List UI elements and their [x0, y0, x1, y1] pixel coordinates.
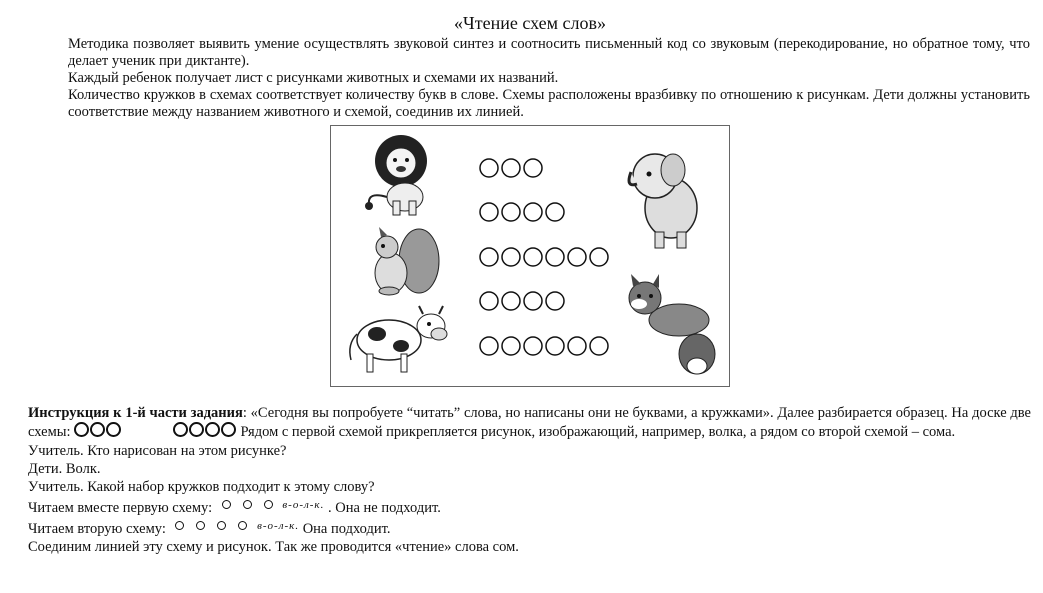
- scheme-circle: [524, 159, 542, 177]
- intro-paragraph-1: Методика позволяет выявить умение осуществлять звуковой синтез и соотносить письменный код со звуковым (перекодирование, но обратное тому, что делает ученик при диктанте).: [68, 36, 1030, 69]
- small-scheme-4: [169, 521, 253, 537]
- scheme-circle: [480, 248, 498, 266]
- cow-icon: [350, 306, 447, 372]
- dialogue-line-3: Учитель. Какой набор кружков подходит к этому слову?: [28, 479, 375, 495]
- scheme-circle: [546, 248, 564, 266]
- scheme-circle: [590, 248, 608, 266]
- line4-end: . Она не подходит.: [327, 500, 441, 516]
- scheme-circle: [502, 159, 520, 177]
- scheme-circle: [524, 248, 542, 266]
- dialogue-line-1: Учитель. Кто нарисован на этом рисунке?: [28, 443, 287, 459]
- line5-end: Она подходит.: [302, 521, 391, 537]
- scheme-circle: [524, 203, 542, 221]
- instruction-text-2: Рядом с первой схемой прикрепляется рисунок, изображающий, например, волка, а рядом со второй схемой – сома.: [240, 424, 956, 440]
- scheme-circle: [590, 337, 608, 355]
- dialogue-line-6: Соединим линией эту схему и рисунок. Так же проводится «чтение» слова сом.: [28, 539, 519, 555]
- board-circle: [90, 422, 105, 437]
- scheme-circle: [546, 203, 564, 221]
- task-figure: [330, 125, 730, 387]
- scheme-circle: [502, 292, 520, 310]
- small-scheme-3: [216, 500, 279, 516]
- scheme-circle: [480, 292, 498, 310]
- line4-start: Читаем вместе первую схему:: [28, 500, 213, 516]
- board-circle: [173, 422, 188, 437]
- figure-drawing: [331, 126, 729, 386]
- page-title: «Чтение схем слов»: [454, 13, 606, 33]
- instruction-text-1: : «Сегодня вы попробуете “читать” слова, но написаны они не буквами, а кружками». Далее разбирается образец. На доске две схемы:: [28, 405, 1031, 440]
- instruction-paragraph: [28, 404, 1031, 442]
- board-scheme-b: [173, 422, 237, 442]
- board-circle: [74, 422, 89, 437]
- scheme-circle: [480, 337, 498, 355]
- scheme-circle: [480, 159, 498, 177]
- fox-icon: [629, 274, 715, 374]
- scheme-circle: [568, 248, 586, 266]
- instruction-block: [28, 404, 1031, 556]
- scheme-circle: [502, 203, 520, 221]
- line5-start: Читаем вторую схему:: [28, 521, 166, 537]
- dialogue-line-2: Дети. Волк.: [28, 461, 101, 477]
- scheme-circle: [502, 337, 520, 355]
- scheme-circle: [546, 337, 564, 355]
- elephant-icon: [629, 154, 697, 248]
- board-circle: [221, 422, 236, 437]
- scheme-circle: [546, 292, 564, 310]
- board-circle: [106, 422, 121, 437]
- lion-icon: [365, 135, 427, 215]
- scheme-circle: [524, 337, 542, 355]
- dialogue-line-4: [28, 496, 1031, 517]
- handwritten-word-2: в-о-л-к.: [257, 520, 300, 532]
- board-circle: [205, 422, 220, 437]
- intro-paragraph-3: Количество кружков в схемах соответствует количеству букв в слове. Схемы расположены вразбивку по отношению к рисункам. Дети должны установить соответствие между названием животного и схемой, соединив их линией.: [68, 87, 1030, 120]
- intro-paragraph-2: Каждый ребенок получает лист с рисунками животных и схемами их названий.: [68, 70, 559, 86]
- squirrel-icon: [375, 227, 439, 295]
- scheme-circle: [568, 337, 586, 355]
- scheme-circle: [524, 292, 542, 310]
- scheme-circle: [502, 248, 520, 266]
- scheme-group: [480, 159, 608, 355]
- dialogue-line-5: [28, 517, 1031, 538]
- scheme-circle: [480, 203, 498, 221]
- board-scheme-a: [74, 422, 122, 442]
- intro-text: [68, 36, 1030, 121]
- handwritten-word-1: в-о-л-к.: [282, 499, 325, 511]
- instruction-heading: Инструкция к 1-й части задания: [28, 405, 243, 421]
- board-circle: [189, 422, 204, 437]
